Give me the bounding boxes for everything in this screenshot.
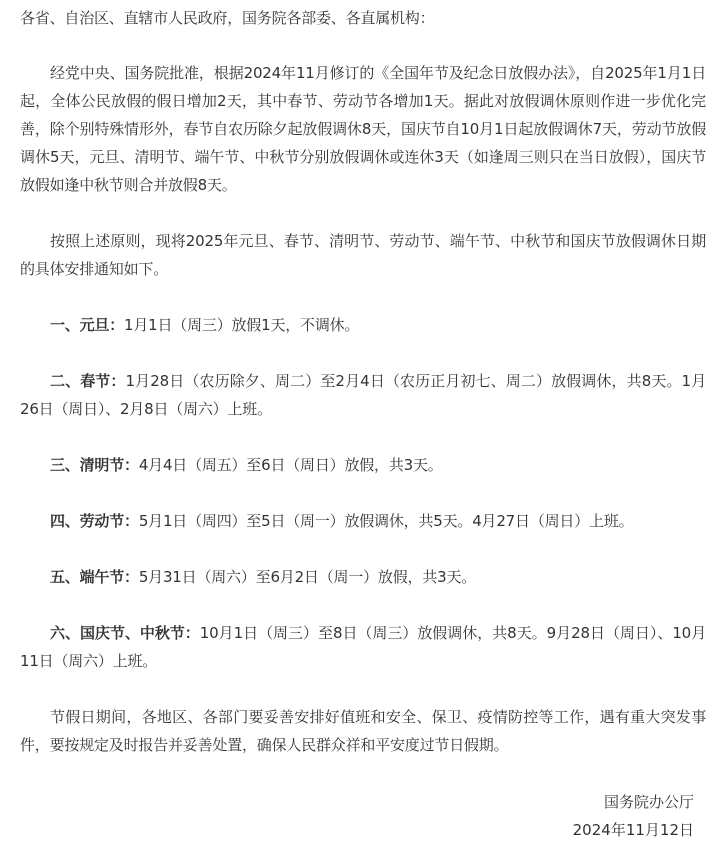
holiday-detail: 5月1日（周四）至5日（周一）放假调休，共5天。4月27日（周日）上班。: [138, 512, 634, 530]
holiday-detail: 5月31日（周六）至6月2日（周一）放假，共3天。: [138, 568, 477, 586]
issuer: 国务院办公厅: [603, 793, 694, 811]
holiday-national-mid-autumn: [20, 619, 706, 675]
holiday-detail: 1月1日（周三）放假1天，不调休。: [124, 316, 360, 334]
holiday-name: 二、春节：: [50, 372, 126, 390]
holiday-name: 四、劳动节：: [50, 512, 139, 530]
issue-date: 2024年11月12日: [572, 821, 694, 839]
holiday-detail: 4月4日（周五）至6日（周日）放假，共3天。: [138, 456, 443, 474]
salutation: 各省、自治区、直辖市人民政府，国务院各部委、各直属机构：: [20, 9, 435, 27]
holiday-name: 五、端午节：: [50, 568, 139, 586]
closing-paragraph: 节假日期间，各地区、各部门要妥善安排好值班和安全、保卫、疫情防控等工作，遇有重大突发事件，要按规定及时报告并妥善处置，确保人民群众祥和平安度过节日假期。: [20, 708, 706, 754]
holiday-name: 六、国庆节、中秋节：: [50, 624, 200, 642]
holiday-name: 三、清明节：: [50, 456, 139, 474]
holiday-new-year: [20, 311, 706, 339]
holiday-name: 一、元旦：: [50, 316, 125, 334]
notice-paragraph: 按照上述原则，现将2025年元旦、春节、清明节、劳动节、端午节、中秋节和国庆节放假调休日期的具体安排通知如下。: [20, 232, 706, 278]
holiday-qingming: [20, 451, 706, 479]
intro-paragraph: 经党中央、国务院批准，根据2024年11月修订的《全国年节及纪念日放假办法》，自2025年1月1日起，全体公民放假的假日增加2天，其中春节、劳动节各增加1天。据此对放假调休原则作进一步优化完善，除个别特殊情形外，春节自农历除夕起放假调休8天，国庆节自10月1日起放假调休7天，劳动节放假调休5天，元旦、清明节、端午节、中秋节分别放假调休或连休3天（如逢周三则只在当日放假），国庆节放假如逢中秋节则合并放假8天。: [20, 64, 706, 194]
holiday-detail: 1月28日（农历除夕、周二）至2月4日（农历正月初七、周二）放假调休，共8天。1月26日（周日）、2月8日（周六）上班。: [20, 372, 706, 418]
holiday-spring-festival: [20, 367, 706, 423]
holiday-labor-day: [20, 507, 706, 535]
signature-block: [573, 788, 694, 844]
holiday-detail: 10月1日（周三）至8日（周三）放假调休，共8天。9月28日（周日）、10月11日（周六）上班。: [20, 624, 706, 670]
holiday-dragon-boat: [20, 563, 706, 591]
